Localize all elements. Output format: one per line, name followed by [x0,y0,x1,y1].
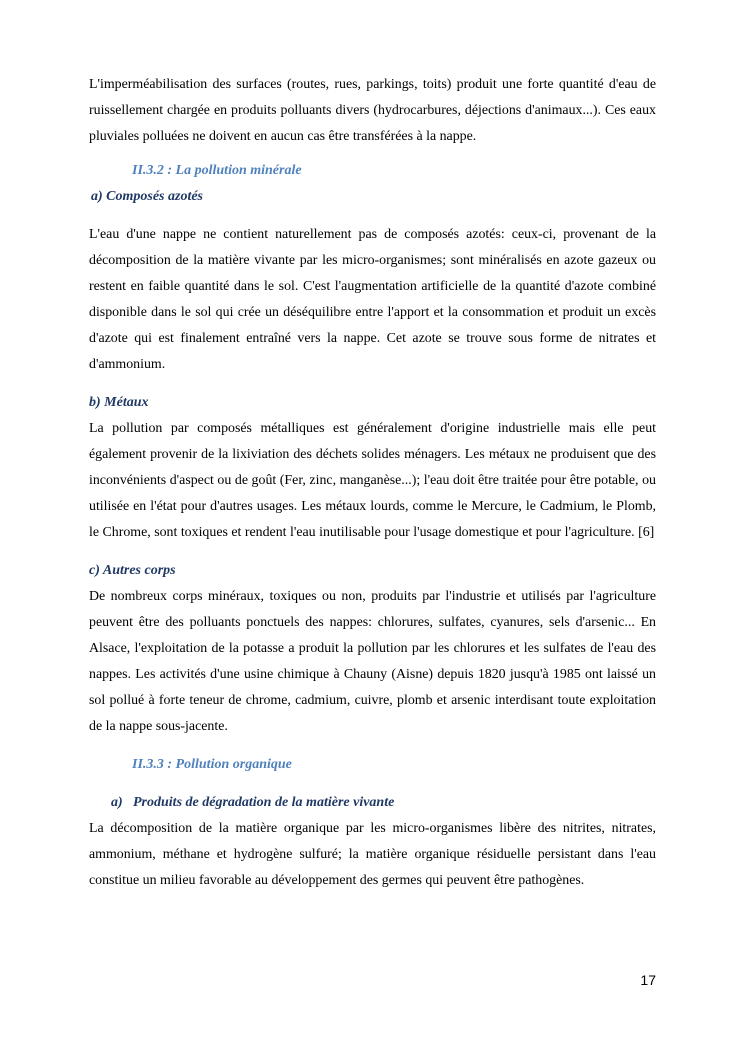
subheading-azote: a) Composés azotés [91,189,203,204]
spacer [89,210,656,222]
spacer [89,778,656,790]
list-marker: a) [111,795,123,810]
spacer [89,740,656,752]
subheading-metaux: b) Métaux [89,395,149,410]
spacer [89,546,656,558]
autres-corps-paragraph: De nombreux corps minéraux, toxiques ou non, produits par l'industrie et utilisés par l'agriculture peuvent être des polluants ponctuels des nappes: chlorures, sulfates, cyanures, sels d'arsenic... En Alsace, l'exploitation de la potasse a produit la pollution par les chlorures et les sulfates de l'eau des nappes. Les activités d'une usine chimique à Chauny (Aisne) depuis 1820 jusqu'à 1985 ont laissé un sol pollué à forte teneur de chrome, cadmium, cuivre, plomb et arsenic interdisant toute exploitation de la nappe sous-jacente. [89,589,656,734]
metaux-paragraph: La pollution par composés métalliques est généralement d'origine industrielle mais elle peut également provenir de la lixiviation des déchets solides ménagers. Les métaux ne produisent que des inconvénients d'aspect ou de goût (Fer, zinc, manganèse...); l'eau doit être traitée pour être potable, ou utilisée en l'état pour d'autres usages. Les métaux lourds, comme le Mercure, le Cadmium, le Plomb, le Chrome, sont toxiques et rendent l'eau inutilisable pour l'usage domestique et pour l'agriculture. [6] [89,421,656,540]
document-page [89,72,656,894]
azote-paragraph: L'eau d'une nappe ne contient naturellement pas de composés azotés: ceux-ci, provenant de la décomposition de la matière vivante par les micro-organismes; sont minéralisés en azote gazeux ou restent en faible quantité dans le sol. C'est l'augmentation artificielle de la quantité d'azote combiné disponible dans le sol qui crée un déséquilibre entre l'apport et la consommation et produit un excès d'azote qui est finalement entraîné vers la nappe. Cet azote se trouve sous forme de nitrates et d'ammonium. [89,227,656,372]
intro-paragraph: L'imperméabilisation des surfaces (routes, rues, parkings, toits) produit une forte quantité d'eau de ruissellement chargée en produits polluants divers (hydrocarbures, déjections d'animaux...). Ces eaux pluviales polluées ne doivent en aucun cas être transférées à la nappe. [89,77,656,144]
degradation-paragraph: La décomposition de la matière organique par les micro-organismes libère des nitrites, nitrates, ammonium, méthane et hydrogène sulfuré; la matière organique résiduelle persistant dans l'eau constitue un milieu favorable au développement des germes qui peuvent être pathogènes. [89,821,656,888]
spacer [89,150,656,158]
page-number: 17 [640,972,656,988]
section-heading-organic: II.3.3 : Pollution organique [132,757,292,772]
subheading-degradation-label: Produits de dégradation de la matière vivante [133,795,395,810]
spacer [89,378,656,390]
subheading-autres-corps: c) Autres corps [89,563,176,578]
section-heading-mineral: II.3.2 : La pollution minérale [132,163,302,178]
subheading-degradation [89,790,656,816]
